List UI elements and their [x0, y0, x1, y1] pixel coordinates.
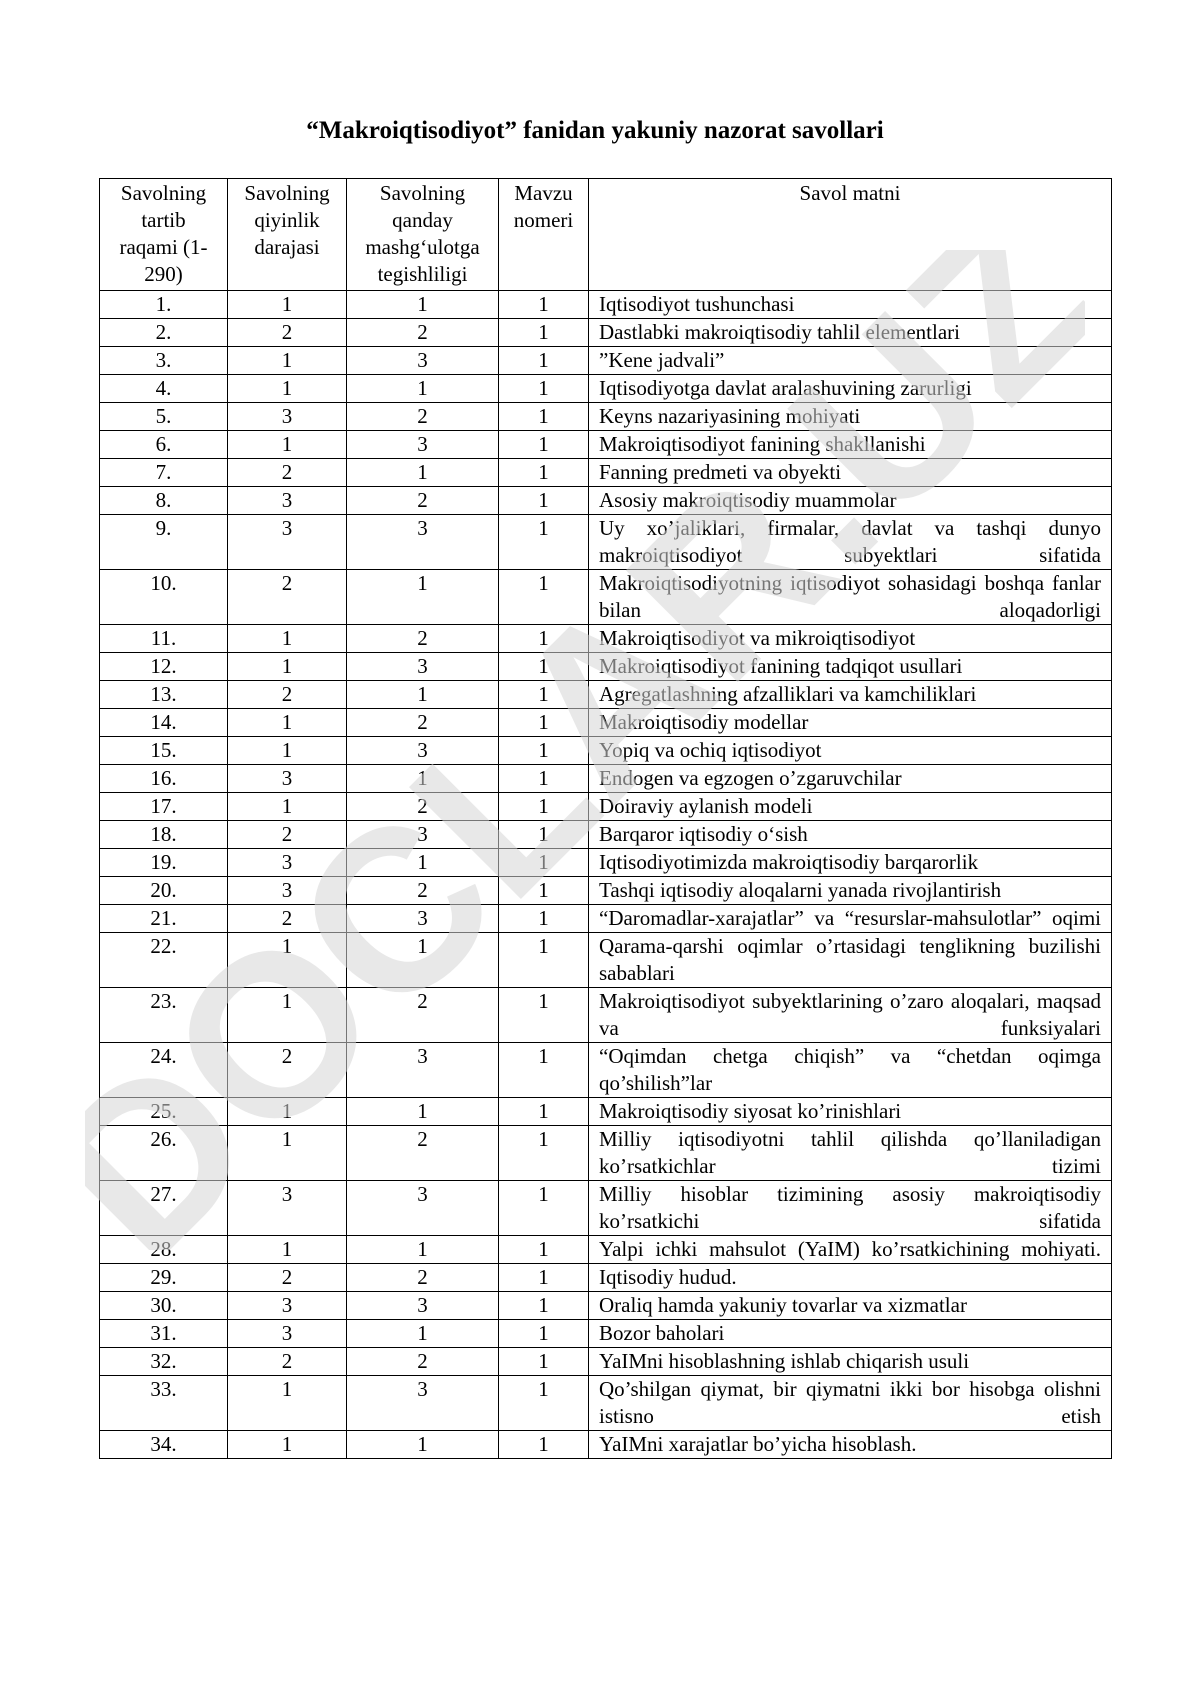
cell-class-type: 2 — [347, 319, 499, 347]
cell-order-number: 14. — [100, 709, 228, 737]
cell-difficulty: 2 — [228, 570, 347, 625]
cell-order-number: 31. — [100, 1320, 228, 1348]
cell-question-text: Tashqi iqtisodiy aloqalarni yanada rivojlantirish — [589, 877, 1112, 905]
cell-question-text: Makroiqtisodiyotning iqtisodiyot sohasidagi boshqa fanlar bilan aloqadorligi — [589, 570, 1112, 625]
cell-class-type: 1 — [347, 765, 499, 793]
cell-order-number: 28. — [100, 1236, 228, 1264]
cell-difficulty: 3 — [228, 403, 347, 431]
cell-difficulty: 3 — [228, 515, 347, 570]
cell-topic-number: 1 — [499, 459, 589, 487]
cell-topic-number: 1 — [499, 1126, 589, 1181]
cell-difficulty: 1 — [228, 291, 347, 319]
cell-difficulty: 1 — [228, 933, 347, 988]
cell-order-number: 1. — [100, 291, 228, 319]
cell-topic-number: 1 — [499, 737, 589, 765]
cell-topic-number: 1 — [499, 765, 589, 793]
cell-class-type: 3 — [347, 347, 499, 375]
cell-class-type: 2 — [347, 988, 499, 1043]
cell-topic-number: 1 — [499, 347, 589, 375]
cell-topic-number: 1 — [499, 431, 589, 459]
table-row — [100, 849, 1112, 877]
table-row — [100, 1431, 1112, 1459]
cell-topic-number: 1 — [499, 653, 589, 681]
cell-difficulty: 2 — [228, 1348, 347, 1376]
cell-difficulty: 1 — [228, 1236, 347, 1264]
watermark-text: DOCLAR.UZ — [85, 250, 1085, 1250]
cell-topic-number: 1 — [499, 319, 589, 347]
cell-difficulty: 3 — [228, 1320, 347, 1348]
cell-difficulty: 1 — [228, 793, 347, 821]
cell-question-text: Makroiqtisodiyot subyektlarining o’zaro aloqalari, maqsad va funksiyalari — [589, 988, 1112, 1043]
cell-order-number: 2. — [100, 319, 228, 347]
cell-order-number: 6. — [100, 431, 228, 459]
cell-topic-number: 1 — [499, 681, 589, 709]
cell-class-type: 3 — [347, 905, 499, 933]
cell-topic-number: 1 — [499, 849, 589, 877]
cell-difficulty: 1 — [228, 1098, 347, 1126]
cell-question-text: Makroiqtisodiyot fanining shakllanishi — [589, 431, 1112, 459]
cell-topic-number: 1 — [499, 709, 589, 737]
cell-order-number: 3. — [100, 347, 228, 375]
table-row — [100, 905, 1112, 933]
cell-difficulty: 1 — [228, 347, 347, 375]
cell-topic-number: 1 — [499, 877, 589, 905]
cell-question-text: Oraliq hamda yakuniy tovarlar va xizmatlar — [589, 1292, 1112, 1320]
page-title: “Makroiqtisodiyot” fanidan yakuniy nazorat savollari — [306, 117, 884, 144]
table-row — [100, 459, 1112, 487]
table-row — [100, 515, 1112, 570]
cell-order-number: 11. — [100, 625, 228, 653]
cell-difficulty: 2 — [228, 459, 347, 487]
cell-class-type: 1 — [347, 1098, 499, 1126]
cell-question-text: Yalpi ichki mahsulot (YaIM) ko’rsatkichining mohiyati. — [589, 1236, 1112, 1264]
cell-topic-number: 1 — [499, 625, 589, 653]
cell-class-type: 1 — [347, 459, 499, 487]
cell-order-number: 26. — [100, 1126, 228, 1181]
table-row — [100, 793, 1112, 821]
cell-question-text: Keyns nazariyasining mohiyati — [589, 403, 1112, 431]
cell-difficulty: 1 — [228, 1126, 347, 1181]
cell-topic-number: 1 — [499, 291, 589, 319]
table-row — [100, 821, 1112, 849]
cell-topic-number: 1 — [499, 933, 589, 988]
cell-question-text: Asosiy makroiqtisodiy muammolar — [589, 487, 1112, 515]
cell-difficulty: 1 — [228, 1431, 347, 1459]
cell-class-type: 1 — [347, 933, 499, 988]
cell-topic-number: 1 — [499, 1236, 589, 1264]
cell-topic-number: 1 — [499, 515, 589, 570]
cell-class-type: 3 — [347, 515, 499, 570]
cell-question-text: Bozor baholari — [589, 1320, 1112, 1348]
cell-difficulty: 1 — [228, 653, 347, 681]
cell-class-type: 1 — [347, 375, 499, 403]
cell-difficulty: 1 — [228, 375, 347, 403]
table-row — [100, 570, 1112, 625]
cell-topic-number: 1 — [499, 1376, 589, 1431]
cell-class-type: 3 — [347, 821, 499, 849]
cell-order-number: 32. — [100, 1348, 228, 1376]
cell-question-text: YaIMni hisoblashning ishlab chiqarish usuli — [589, 1348, 1112, 1376]
cell-difficulty: 1 — [228, 431, 347, 459]
cell-question-text: “Daromadlar-xarajatlar” va “resurslar-mahsulotlar” oqimi — [589, 905, 1112, 933]
cell-difficulty: 2 — [228, 1043, 347, 1098]
cell-class-type: 2 — [347, 1348, 499, 1376]
cell-class-type: 1 — [347, 681, 499, 709]
table-row — [100, 1236, 1112, 1264]
cell-class-type: 3 — [347, 1043, 499, 1098]
cell-difficulty: 3 — [228, 877, 347, 905]
cell-difficulty: 1 — [228, 625, 347, 653]
cell-order-number: 21. — [100, 905, 228, 933]
header-order-number: Savolning tartib raqami (1-290) — [100, 179, 228, 291]
cell-class-type: 1 — [347, 291, 499, 319]
cell-question-text: Agregatlashning afzalliklari va kamchiliklari — [589, 681, 1112, 709]
table-row — [100, 933, 1112, 988]
table-row — [100, 737, 1112, 765]
table-row — [100, 403, 1112, 431]
cell-question-text: Makroiqtisodiy modellar — [589, 709, 1112, 737]
cell-order-number: 17. — [100, 793, 228, 821]
cell-question-text: Yopiq va ochiq iqtisodiyot — [589, 737, 1112, 765]
table-row — [100, 431, 1112, 459]
cell-difficulty: 3 — [228, 1181, 347, 1236]
cell-class-type: 2 — [347, 877, 499, 905]
header-difficulty: Savolning qiyinlik darajasi — [228, 179, 347, 291]
cell-order-number: 13. — [100, 681, 228, 709]
table-row — [100, 1181, 1112, 1236]
cell-class-type: 1 — [347, 1320, 499, 1348]
cell-question-text: ”Kene jadvali” — [589, 347, 1112, 375]
cell-difficulty: 1 — [228, 737, 347, 765]
cell-difficulty: 2 — [228, 821, 347, 849]
cell-question-text: Iqtisodiyot tushunchasi — [589, 291, 1112, 319]
table-row — [100, 347, 1112, 375]
cell-topic-number: 1 — [499, 905, 589, 933]
table-row — [100, 765, 1112, 793]
cell-difficulty: 1 — [228, 709, 347, 737]
cell-order-number: 23. — [100, 988, 228, 1043]
cell-difficulty: 1 — [228, 988, 347, 1043]
cell-order-number: 25. — [100, 1098, 228, 1126]
header-topic-number: Mavzu nomeri — [499, 179, 589, 291]
cell-order-number: 19. — [100, 849, 228, 877]
cell-order-number: 10. — [100, 570, 228, 625]
cell-topic-number: 1 — [499, 403, 589, 431]
cell-order-number: 30. — [100, 1292, 228, 1320]
cell-question-text: Doiraviy aylanish modeli — [589, 793, 1112, 821]
cell-topic-number: 1 — [499, 1292, 589, 1320]
table-row — [100, 625, 1112, 653]
cell-topic-number: 1 — [499, 487, 589, 515]
cell-class-type: 1 — [347, 1431, 499, 1459]
cell-order-number: 20. — [100, 877, 228, 905]
cell-class-type: 2 — [347, 625, 499, 653]
cell-question-text: Iqtisodiyotimizda makroiqtisodiy barqarorlik — [589, 849, 1112, 877]
table-row — [100, 487, 1112, 515]
cell-question-text: Iqtisodiy hudud. — [589, 1264, 1112, 1292]
cell-topic-number: 1 — [499, 570, 589, 625]
table-row — [100, 291, 1112, 319]
cell-difficulty: 3 — [228, 487, 347, 515]
cell-question-text: Makroiqtisodiyot va mikroiqtisodiyot — [589, 625, 1112, 653]
cell-order-number: 15. — [100, 737, 228, 765]
cell-class-type: 2 — [347, 793, 499, 821]
cell-difficulty: 3 — [228, 765, 347, 793]
cell-order-number: 4. — [100, 375, 228, 403]
table-row — [100, 1320, 1112, 1348]
table-row — [100, 1348, 1112, 1376]
table-row — [100, 1292, 1112, 1320]
cell-class-type: 2 — [347, 709, 499, 737]
cell-order-number: 12. — [100, 653, 228, 681]
cell-topic-number: 1 — [499, 1181, 589, 1236]
header-question-text: Savol matni — [589, 179, 1112, 291]
cell-question-text: Dastlabki makroiqtisodiy tahlil elementlari — [589, 319, 1112, 347]
cell-question-text: YaIMni xarajatlar bo’yicha hisoblash. — [589, 1431, 1112, 1459]
cell-question-text: Makroiqtisodiy siyosat ko’rinishlari — [589, 1098, 1112, 1126]
cell-difficulty: 2 — [228, 681, 347, 709]
cell-question-text: Iqtisodiyotga davlat aralashuvining zarurligi — [589, 375, 1112, 403]
questions-table — [99, 178, 1112, 1459]
cell-order-number: 18. — [100, 821, 228, 849]
table-row — [100, 375, 1112, 403]
cell-order-number: 29. — [100, 1264, 228, 1292]
cell-order-number: 33. — [100, 1376, 228, 1431]
cell-question-text: Barqaror iqtisodiy o‘sish — [589, 821, 1112, 849]
cell-difficulty: 2 — [228, 1264, 347, 1292]
cell-order-number: 27. — [100, 1181, 228, 1236]
table-row — [100, 1264, 1112, 1292]
cell-topic-number: 1 — [499, 1320, 589, 1348]
table-row — [100, 877, 1112, 905]
table-row — [100, 653, 1112, 681]
cell-topic-number: 1 — [499, 988, 589, 1043]
table-row — [100, 319, 1112, 347]
cell-class-type: 3 — [347, 1292, 499, 1320]
cell-class-type: 3 — [347, 1376, 499, 1431]
cell-order-number: 8. — [100, 487, 228, 515]
cell-topic-number: 1 — [499, 793, 589, 821]
cell-difficulty: 1 — [228, 1376, 347, 1431]
cell-question-text: Milliy iqtisodiyotni tahlil qilishda qo’llaniladigan ko’rsatkichlar tizimi — [589, 1126, 1112, 1181]
cell-order-number: 5. — [100, 403, 228, 431]
table-row — [100, 681, 1112, 709]
cell-order-number: 9. — [100, 515, 228, 570]
cell-topic-number: 1 — [499, 1098, 589, 1126]
cell-class-type: 2 — [347, 487, 499, 515]
cell-difficulty: 3 — [228, 1292, 347, 1320]
table-row — [100, 709, 1112, 737]
cell-class-type: 1 — [347, 1236, 499, 1264]
cell-topic-number: 1 — [499, 1431, 589, 1459]
cell-topic-number: 1 — [499, 1264, 589, 1292]
table-row — [100, 1098, 1112, 1126]
cell-order-number: 16. — [100, 765, 228, 793]
table-row — [100, 988, 1112, 1043]
table-header-row — [100, 179, 1112, 291]
cell-order-number: 24. — [100, 1043, 228, 1098]
cell-class-type: 3 — [347, 737, 499, 765]
cell-class-type: 3 — [347, 1181, 499, 1236]
cell-question-text: Uy xo’jaliklari, firmalar, davlat va tashqi dunyo makroiqtisodiyot subyektlari sifatida — [589, 515, 1112, 570]
cell-topic-number: 1 — [499, 821, 589, 849]
header-class-type: Savolning qanday mashg‘ulotga tegishliligi — [347, 179, 499, 291]
cell-class-type: 1 — [347, 849, 499, 877]
cell-class-type: 2 — [347, 403, 499, 431]
cell-topic-number: 1 — [499, 375, 589, 403]
cell-class-type: 1 — [347, 570, 499, 625]
cell-class-type: 2 — [347, 1126, 499, 1181]
cell-question-text: Fanning predmeti va obyekti — [589, 459, 1112, 487]
cell-question-text: Milliy hisoblar tizimining asosiy makroiqtisodiy ko’rsatkichi sifatida — [589, 1181, 1112, 1236]
cell-class-type: 3 — [347, 653, 499, 681]
cell-difficulty: 3 — [228, 849, 347, 877]
cell-topic-number: 1 — [499, 1348, 589, 1376]
cell-difficulty: 2 — [228, 905, 347, 933]
cell-order-number: 7. — [100, 459, 228, 487]
table-row — [100, 1126, 1112, 1181]
cell-order-number: 34. — [100, 1431, 228, 1459]
table-row — [100, 1376, 1112, 1431]
cell-question-text: Endogen va egzogen o’zgaruvchilar — [589, 765, 1112, 793]
cell-question-text: Qarama-qarshi oqimlar o’rtasidagi tenglikning buzilishi sabablari — [589, 933, 1112, 988]
cell-question-text: “Oqimdan chetga chiqish” va “chetdan oqimga qo’shilish”lar — [589, 1043, 1112, 1098]
cell-topic-number: 1 — [499, 1043, 589, 1098]
cell-question-text: Qo’shilgan qiymat, bir qiymatni ikki bor hisobga olishni istisno etish — [589, 1376, 1112, 1431]
cell-class-type: 2 — [347, 1264, 499, 1292]
cell-order-number: 22. — [100, 933, 228, 988]
cell-class-type: 3 — [347, 431, 499, 459]
cell-difficulty: 2 — [228, 319, 347, 347]
cell-question-text: Makroiqtisodiyot fanining tadqiqot usullari — [589, 653, 1112, 681]
table-row — [100, 1043, 1112, 1098]
